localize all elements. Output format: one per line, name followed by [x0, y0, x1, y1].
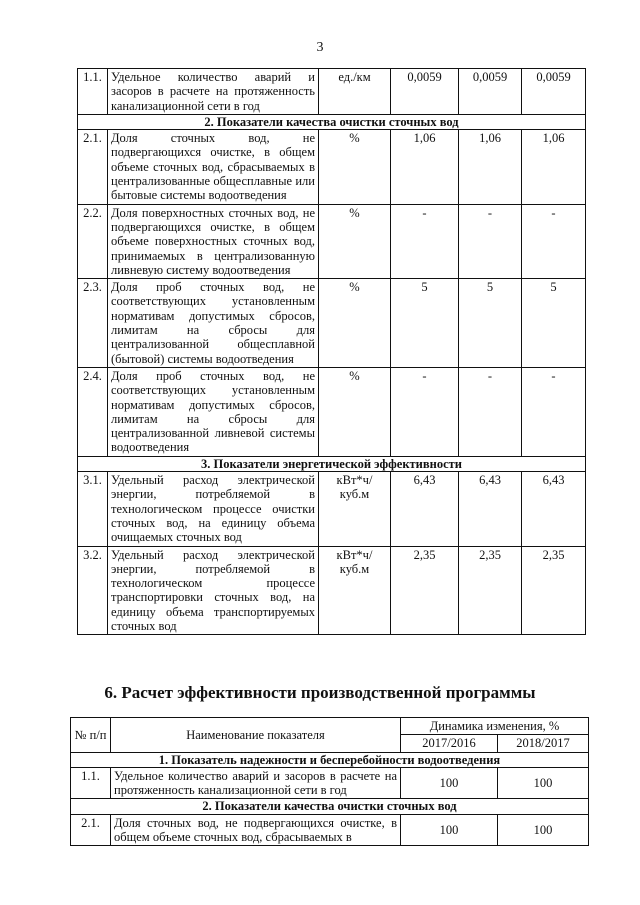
table-row: [78, 367, 586, 456]
value-cell: 0,0059: [522, 69, 586, 115]
value-cell: 2,35: [522, 546, 586, 635]
page-number: 3: [316, 40, 324, 55]
unit-cell: кВт*ч/куб.м: [319, 546, 391, 635]
value-cell: 5: [459, 279, 522, 368]
header-dynamics: Динамика изменения, %: [401, 718, 589, 735]
section-heading: 6. Расчет эффективности производственной программы: [104, 683, 536, 702]
unit-cell: %: [319, 367, 391, 456]
row-number: 2.1.: [71, 814, 111, 846]
row-number: 2.2.: [78, 204, 108, 278]
section-title: 1. Показатель надежности и бесперебойности водоотведения: [71, 752, 589, 767]
indicator-name: Доля сточных вод, не подвергающихся очистке, в общем объеме сточных вод, сбрасываемых в: [111, 814, 401, 846]
value-cell: 5: [391, 279, 459, 368]
row-number: 1.1.: [78, 69, 108, 115]
row-number: 2.4.: [78, 367, 108, 456]
unit-cell: %: [319, 130, 391, 204]
value-cell: -: [522, 204, 586, 278]
unit-cell: кВт*ч/куб.м: [319, 472, 391, 546]
table-row: [78, 472, 586, 546]
section-header-row: [78, 114, 586, 129]
value-cell: 1,06: [522, 130, 586, 204]
indicator-name: Доля поверхностных сточных вод, не подвергающихся очистке, в общем объеме поверхностных сточных вод, принимаемых в централизованную ливневую систему водоотведения: [108, 204, 319, 278]
value-cell: -: [459, 367, 522, 456]
table-row: [78, 279, 586, 368]
section-header-row: [78, 456, 586, 471]
value-cell: 100: [498, 767, 589, 799]
row-number: 2.1.: [78, 130, 108, 204]
value-cell: -: [391, 204, 459, 278]
indicator-name: Доля сточных вод, не подвергающихся очистке, в общем объеме сточных вод, сбрасываемых в централизованные общесплавные или бытовые системы водоотведения: [108, 130, 319, 204]
row-number: 3.2.: [78, 546, 108, 635]
indicator-name: Доля проб сточных вод, не соответствующих установленным нормативам допустимых сбросов, лимитам на сбросы для централизованной общесплавной (бытовой) системы водоотведения: [108, 279, 319, 368]
value-cell: 2,35: [459, 546, 522, 635]
indicator-name: Удельное количество аварий и засоров в расчете на протяженность канализационной сети в год: [111, 767, 401, 799]
indicator-name: Доля проб сточных вод, не соответствующих установленным нормативам допустимых сбросов, лимитам на сбросы для централизованной ливневой системы водоотведения: [108, 367, 319, 456]
table-row: [78, 130, 586, 204]
value-cell: -: [459, 204, 522, 278]
row-number: 1.1.: [71, 767, 111, 799]
unit-cell: %: [319, 279, 391, 368]
header-row: [71, 718, 589, 735]
section-title: 3. Показатели энергетической эффективности: [78, 456, 586, 471]
section-header-row: [71, 799, 589, 814]
table-row: [78, 546, 586, 635]
table-row: [71, 814, 589, 846]
value-cell: 100: [498, 814, 589, 846]
value-cell: 100: [401, 814, 498, 846]
unit-cell: ед./км: [319, 69, 391, 115]
value-cell: 6,43: [522, 472, 586, 546]
header-name: Наименование показателя: [111, 718, 401, 753]
section-title: 2. Показатели качества очистки сточных вод: [71, 799, 589, 814]
row-number: 2.3.: [78, 279, 108, 368]
value-cell: -: [391, 367, 459, 456]
value-cell: 6,43: [459, 472, 522, 546]
header-period: 2017/2016: [401, 735, 498, 752]
value-cell: 0,0059: [391, 69, 459, 115]
section-title: 2. Показатели качества очистки сточных вод: [78, 114, 586, 129]
value-cell: 0,0059: [459, 69, 522, 115]
table-row: [71, 767, 589, 799]
value-cell: 5: [522, 279, 586, 368]
value-cell: 1,06: [459, 130, 522, 204]
indicator-name: Удельный расход электрической энергии, потребляемой в технологическом процессе очистки сточных вод, на единицу объема очищаемых сточных вод: [108, 472, 319, 546]
value-cell: 2,35: [391, 546, 459, 635]
value-cell: 1,06: [391, 130, 459, 204]
value-cell: 100: [401, 767, 498, 799]
table-row: [78, 204, 586, 278]
value-cell: -: [522, 367, 586, 456]
indicator-name: Удельное количество аварий и засоров в расчете на протяженность канализационной сети в год: [108, 69, 319, 115]
unit-cell: %: [319, 204, 391, 278]
row-number: 3.1.: [78, 472, 108, 546]
value-cell: 6,43: [391, 472, 459, 546]
header-period: 2018/2017: [498, 735, 589, 752]
table-row: [78, 69, 586, 115]
section-header-row: [71, 752, 589, 767]
indicators-table: [77, 68, 586, 635]
efficiency-table: [70, 717, 589, 846]
indicator-name: Удельный расход электрической энергии, потребляемой в технологическом процессе транспортировки сточных вод, на единицу объема транспортируемых сточных вод: [108, 546, 319, 635]
header-num: № п/п: [71, 718, 111, 753]
